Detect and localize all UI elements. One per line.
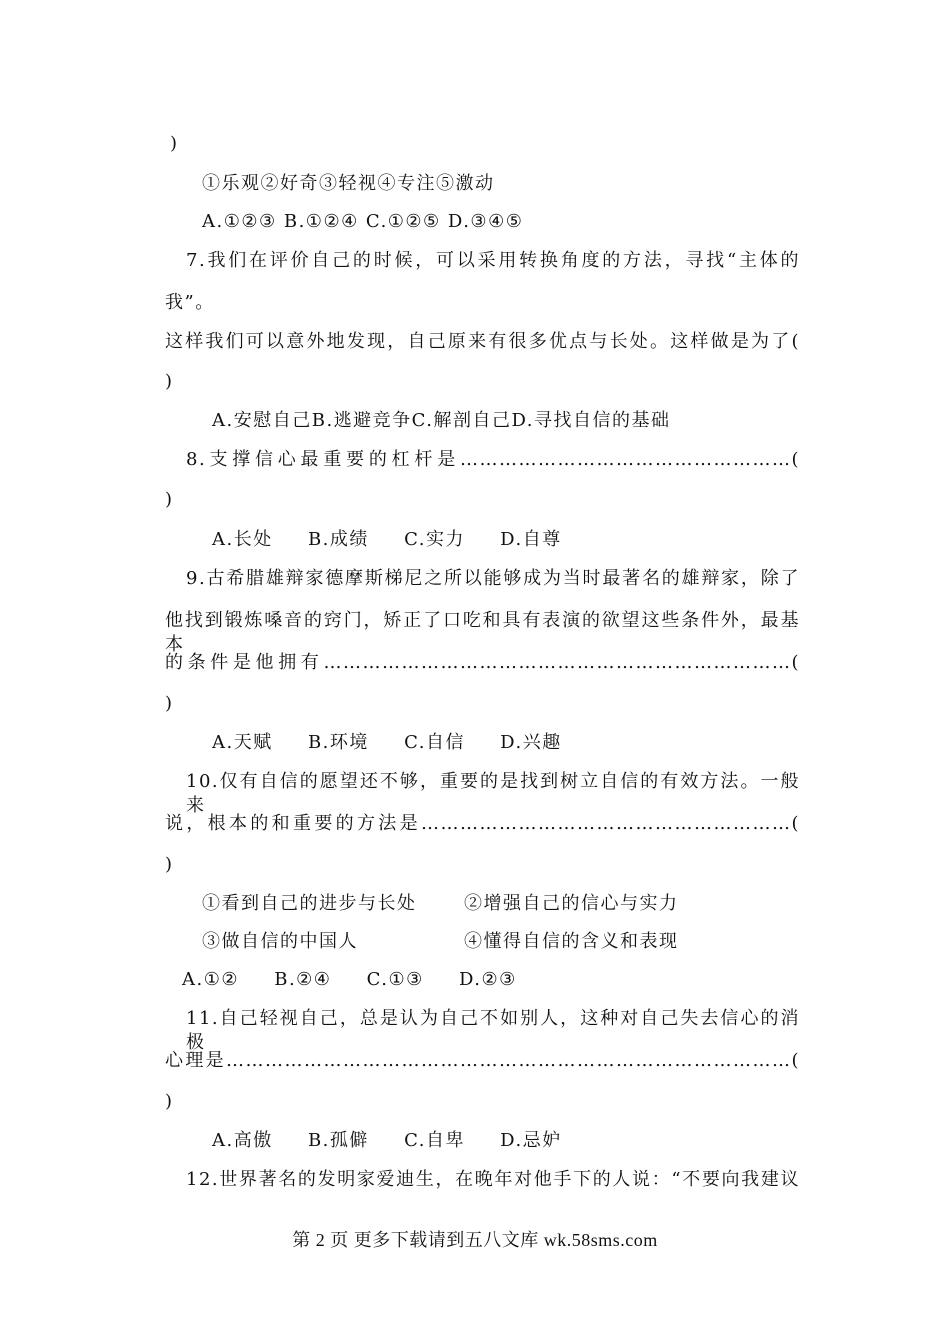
text-line: 说，根本的和重要的方法是…………………………………………………( (165, 813, 800, 834)
question-7-line: 7.我们在评价自己的时候，可以采用转换角度的方法，寻找“主体的 (186, 250, 800, 271)
choice-item: ③做自信的中国人 (202, 931, 358, 952)
options-line: A.高傲 B.孤僻 C.自卑 D.忌妒 (212, 1130, 562, 1151)
page-footer: 第 2 页 更多下载请到五八文库 wk.58sms.com (292, 1230, 658, 1250)
question-12-line: 12.世界著名的发明家爱迪生，在晚年对他手下的人说：“不要向我建议 (186, 1169, 800, 1190)
text-line: ) (170, 133, 179, 154)
text-line: ①乐观②好奇③轻视④专注⑤激动 (202, 173, 495, 194)
text-line: ) (165, 693, 174, 714)
text-line: ) (165, 489, 174, 510)
text-line: 心理是……………………………………………………………………………( (165, 1050, 800, 1071)
text-line: ) (165, 854, 174, 875)
text-line: 这样我们可以意外地发现，自己原来有很多优点与长处。这样做是为了( (165, 331, 800, 352)
question-9-line: 9.古希腊雄辩家德摩斯梯尼之所以能够成为当时最著名的雄辩家，除了 (186, 568, 800, 589)
options-line: A.天赋 B.环境 C.自信 D.兴趣 (212, 732, 562, 753)
text-line: A.①②③ B.①②④ C.①②⑤ D.③④⑤ (202, 211, 524, 232)
text-line: 的条件是他拥有………………………………………………………………( (165, 652, 800, 673)
question-8-line: 8.支撑信心最重要的杠杆是……………………………………………( (186, 449, 800, 470)
text-line: ) (165, 1091, 174, 1112)
choice-item: ①看到自己的进步与长处 (202, 893, 417, 914)
text-line: 我”。 (165, 292, 215, 313)
choice-item: ②增强自己的信心与实力 (464, 893, 679, 914)
options-line: A.①② B.②④ C.①③ D.②③ (182, 969, 517, 990)
text-line: 他找到锻炼嗓音的窍门，矫正了口吃和具有表演的欲望这些条件外，最基本 (165, 610, 800, 655)
options-line: A.安慰自己B.逃避竞争C.解剖自己D.寻找自信的基础 (212, 410, 671, 431)
question-11-line: 11.自己轻视自己，总是认为自己不如别人，这种对自己失去信心的消极 (186, 1008, 800, 1053)
text-line: ) (165, 371, 174, 392)
options-line: A.长处 B.成绩 C.实力 D.自尊 (212, 529, 562, 550)
question-10-line: 10.仅有自信的愿望还不够，重要的是找到树立自信的有效方法。一般来 (186, 771, 800, 816)
choice-item: ④懂得自信的含义和表现 (464, 931, 679, 952)
